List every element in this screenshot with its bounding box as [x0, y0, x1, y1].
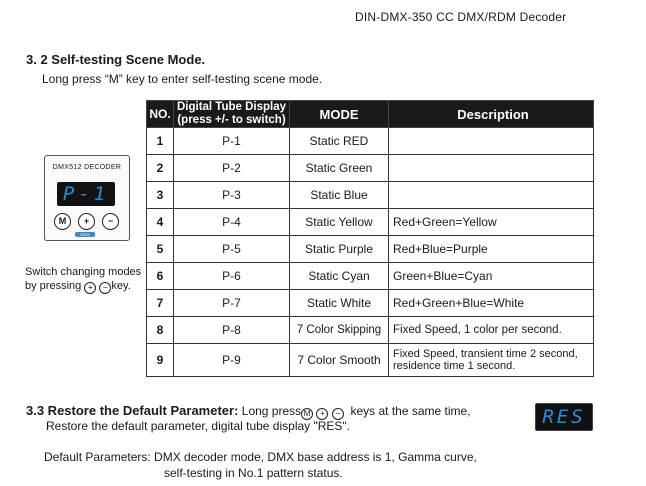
- row-no: 2: [147, 155, 174, 182]
- device-display-text: P-1: [62, 183, 110, 205]
- row-description: Green+Blue=Cyan: [389, 263, 594, 290]
- row-description: Red+Blue=Purple: [389, 236, 594, 263]
- row-display: P-3: [174, 182, 290, 209]
- table-row: [147, 317, 594, 344]
- row-no: 8: [147, 317, 174, 344]
- switch-note-line1: Switch changing modes: [25, 266, 142, 278]
- row-description: Fixed Speed, 1 color per second.: [389, 317, 594, 344]
- section-3-3-line2: Restore the default parameter, digital tube display "RES".: [46, 419, 351, 433]
- col-header-display-line1: Digital Tube Display: [176, 101, 287, 113]
- row-no: 7: [147, 290, 174, 317]
- row-no: 4: [147, 209, 174, 236]
- row-display: P-8: [174, 317, 290, 344]
- rdm-tag: RDM: [75, 232, 95, 237]
- section-3-3-text-a: Long press: [241, 404, 302, 418]
- row-mode: 7 Color Smooth: [290, 344, 389, 377]
- plus-circle-icon: +: [316, 408, 328, 420]
- section-3-3-line1: [26, 403, 471, 420]
- row-mode: Static White: [290, 290, 389, 317]
- row-display: P-1: [174, 128, 290, 155]
- plus-circle-icon: +: [84, 282, 96, 294]
- minus-circle-icon: −: [99, 282, 111, 294]
- table-row: [147, 263, 594, 290]
- col-header-description: Description: [389, 101, 594, 128]
- row-display: P-5: [174, 236, 290, 263]
- row-mode: 7 Color Skipping: [290, 317, 389, 344]
- row-description: [389, 155, 594, 182]
- row-display: P-4: [174, 209, 290, 236]
- table-row: [147, 209, 594, 236]
- table-row: [147, 236, 594, 263]
- row-description: [389, 128, 594, 155]
- row-mode: Static Purple: [290, 236, 389, 263]
- row-description-line1: Fixed Speed, transient time 2 second,: [393, 348, 578, 360]
- m-key-icon: M: [54, 213, 71, 230]
- row-description: Red+Green+Blue=White: [389, 290, 594, 317]
- row-mode: Static RED: [290, 128, 389, 155]
- table-header-row: [147, 101, 594, 128]
- row-display: P-9: [174, 344, 290, 377]
- col-header-no: NO.: [147, 101, 174, 128]
- row-mode: Static Yellow: [290, 209, 389, 236]
- row-description: Red+Green=Yellow: [389, 209, 594, 236]
- col-header-mode: MODE: [290, 101, 389, 128]
- default-parameters-line2: self-testing in No.1 pattern status.: [164, 466, 343, 480]
- res-display-text: RES: [542, 406, 586, 428]
- row-description: [389, 344, 594, 377]
- row-no: 6: [147, 263, 174, 290]
- document-header: DIN-DMX-350 CC DMX/RDM Decoder: [355, 10, 567, 24]
- minus-key-icon: −: [102, 213, 119, 230]
- row-no: 5: [147, 236, 174, 263]
- row-no: 1: [147, 128, 174, 155]
- switch-note-suffix: key.: [111, 280, 131, 292]
- section-3-2-intro: Long press “M” key to enter self-testing scene mode.: [42, 72, 323, 86]
- row-display: P-2: [174, 155, 290, 182]
- table-row: [147, 290, 594, 317]
- switch-note-line2: [25, 279, 141, 294]
- plus-key-icon: +: [78, 213, 95, 230]
- table-row: [147, 155, 594, 182]
- row-no: 9: [147, 344, 174, 377]
- res-digital-display: [535, 403, 593, 431]
- row-display: P-7: [174, 290, 290, 317]
- row-description: [389, 182, 594, 209]
- row-mode: Static Cyan: [290, 263, 389, 290]
- scene-mode-table: [146, 100, 594, 377]
- switch-modes-note: [25, 265, 141, 294]
- device-digital-display: [57, 182, 115, 206]
- row-mode: Static Blue: [290, 182, 389, 209]
- row-description-line2: residence time 1 second.: [393, 360, 516, 372]
- table-row: [147, 128, 594, 155]
- minus-circle-icon: −: [332, 408, 344, 420]
- section-3-3-heading: 3.3 Restore the Default Parameter:: [26, 403, 239, 418]
- col-header-display: [174, 101, 290, 128]
- row-display: P-6: [174, 263, 290, 290]
- table-row: [147, 344, 594, 377]
- col-header-display-line2: (press +/- to switch): [177, 114, 286, 126]
- row-mode: Static Green: [290, 155, 389, 182]
- default-parameters-line1: Default Parameters: DMX decoder mode, DMX base address is 1, Gamma curve,: [44, 450, 477, 464]
- table-row: [147, 182, 594, 209]
- m-circle-icon: M: [301, 408, 313, 420]
- row-no: 3: [147, 182, 174, 209]
- section-3-3-text-b: keys at the same time,: [350, 404, 471, 418]
- decoder-device-illustration: [44, 155, 130, 241]
- device-label: DMX512 DECODER: [52, 164, 122, 171]
- switch-note-prefix: by pressing: [25, 280, 82, 292]
- section-3-2-heading: 3. 2 Self-testing Scene Mode.: [26, 52, 206, 67]
